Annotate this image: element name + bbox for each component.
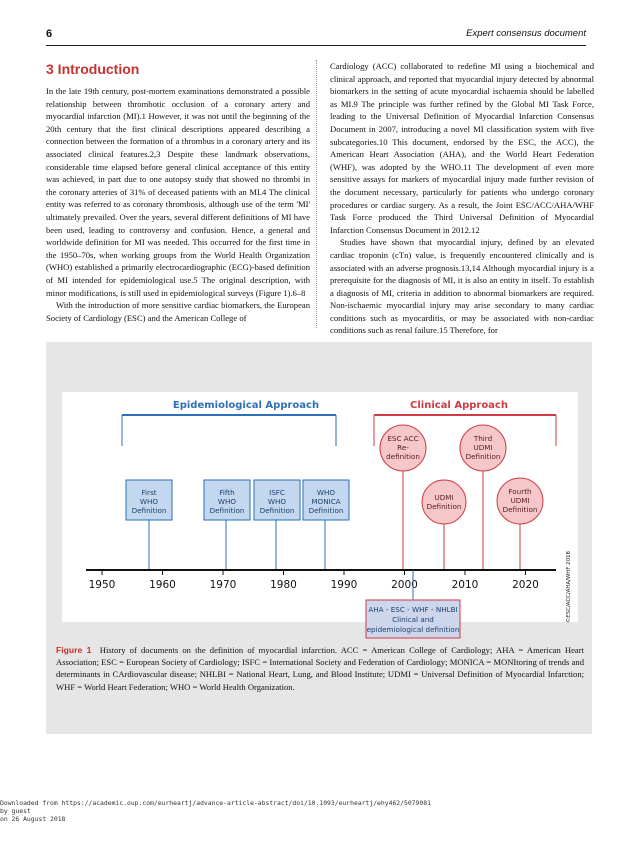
bottom-box-line: epidemiological definition <box>366 625 460 634</box>
box-line: Fifth <box>219 488 235 497</box>
circle-line: Definition <box>502 505 538 514</box>
epi-approach-label: Epidemiological Approach <box>172 400 320 411</box>
footer-line: on 26 August 2018 <box>0 815 66 823</box>
clin-approach-label: Clinical Approach <box>410 400 508 411</box>
column-divider <box>316 60 317 328</box>
caption-text: History of documents on the definition of myocardial infarction. ACC = American College of Cardiology; AHA = American Heart Association; ESC = European Society of Cardiology; ISFC = International Society and Federation of Cardiology; MONICA = MONItoring of trends and determinants in CArdiovascular disease; NHLBI = National Heart, Lung, and Blood Institute; UDMI = Universal Definition of Myocardial Infarction; WHF = World Heart Federation; WHO = World Health Organization. <box>56 645 584 692</box>
header-rule <box>46 45 586 46</box>
download-footer <box>0 799 431 823</box>
box-line: WHO <box>217 497 237 506</box>
running-title: Expert consensus document <box>466 28 586 39</box>
box-line: Definition <box>131 506 167 515</box>
paragraph: In the late 19th century, post-mortem examinations demonstrated a possible relationship between thrombotic occlusion of a coronary artery and myocardial infarction (MI).1 However, it was not until the beginning of the 20th century that the first clinical descriptions appeared describing a connection between the formation of a thrombus in a coronary artery and its associated clinical features.2,3 Despite these landmark observations, considerable time elapsed before general clinical acceptance of this entity was achieved, in part due to one autopsy study that showed no thrombi in the coronary arteries of 31% of deceased patients with an MI.4 The clinical entity was referred to as coronary thrombosis, although use of the term 'MI' ultimately prevailed. Over the years, several different definitions of MI have been used, leading to controversy and confusion. Hence, a general and worldwide definition for MI was needed. This occurred for the first time in the 1950–70s, when working groups from the World Health Organization (WHO) established a primarily electrocardiographic (ECG)-based definition of MI intended for epidemiological use.5 The original description, with minor modifications, is still used in epidemiological surveys (Figure 1).6–8 <box>46 86 310 298</box>
box-line: Definition <box>209 506 245 515</box>
year-label: 2000 <box>391 579 418 591</box>
figure-caption <box>56 644 584 693</box>
right-column <box>330 60 594 337</box>
footer-line: by guest <box>0 807 31 815</box>
caption-label: Figure 1 <box>56 645 92 655</box>
year-label: 2010 <box>451 579 479 591</box>
year-label: 2020 <box>512 579 539 591</box>
year-label: 1960 <box>149 579 176 591</box>
circle-line: UDMI <box>473 443 493 452</box>
circle-line: UDMI <box>510 496 530 505</box>
year-label: 1990 <box>330 579 358 591</box>
year-label: 1970 <box>209 579 237 591</box>
page-number: 6 <box>46 28 53 40</box>
figure-copyright: ©ESC/ACC/AHA/WHF 2018 <box>566 551 572 623</box>
circle-line: Third <box>473 434 493 443</box>
year-label: 1950 <box>88 579 116 591</box>
timeline-figure <box>46 342 592 642</box>
footer-line: Downloaded from https://academic.oup.com/eurheartj/advance-article-abstract/doi/10.1093/eurheartj/ehy462/5079081 <box>0 799 431 807</box>
paragraph: Cardiology (ACC) collaborated to redefine MI using a biochemical and clinical approach, and reported that myocardial injury detected by abnormal biomarkers in the setting of acute myocardial ischaemia should be labelled as MI.9 The principle was further refined by the Global MI Task Force, leading to the Universal Definition of Myocardial Infarction Consensus Document in 2007, introducing a novel MI classification system with five subcategories.10 This document, endorsed by the ESC, the ACC), the American Heart Association (AHA), and the World Heart Federation (WHF), was adopted by the WHO.11 The development of even more sensitive assays for markers of myocardial injury made further revision of the document necessary, particularly for patients who undergo coronary procedures or cardiac surgery. As a result, the Joint ESC/ACC/AHA/WHF Task Force produced the Third Universal Definition of Myocardial Infarction Consensus Document in 2012.12 <box>330 61 594 235</box>
circle-line: definition <box>386 452 420 461</box>
circle-line: Definition <box>465 452 501 461</box>
box-line: Definition <box>308 506 344 515</box>
paragraph: Studies have shown that myocardial injury, defined by an elevated cardiac troponin (cTn) value, is frequently encountered clinically and is associated with an adverse prognosis.13,14 Although myocardial injury is a prerequisite for the diagnosis of MI, it is also an entity in itself. To establish a diagnosis of MI, criteria in addition to abnormal biomarkers are required. Non-ischaemic myocardial injury may arise secondary to many cardiac conditions such as myocarditis, or may be associated with non-cardiac conditions such as renal failure.15 Therefore, for <box>330 237 594 336</box>
bottom-box-line: Clinical and <box>392 615 434 624</box>
circle-line: Fourth <box>508 487 532 496</box>
section-heading: 3 Introduction <box>46 61 140 77</box>
year-label: 1980 <box>270 579 297 591</box>
box-line: WHO <box>316 488 336 497</box>
left-column <box>46 60 310 324</box>
box-line: First <box>141 488 157 497</box>
box-line: MONICA <box>311 497 341 506</box>
circle-line: Definition <box>426 502 462 511</box>
box-line: Definition <box>259 506 295 515</box>
circle-line: ESC ACC <box>387 434 419 443</box>
box-line: ISFC <box>269 488 285 497</box>
circle-line: UDMI <box>434 493 454 502</box>
bottom-box-line: AHA - ESC - WHF - NHLBI <box>368 605 458 614</box>
box-line: WHO <box>267 497 287 506</box>
circle-line: Re- <box>397 443 409 452</box>
box-line: WHO <box>139 497 159 506</box>
paragraph: With the introduction of more sensitive cardiac biomarkers, the European Society of Cardiology (ESC) and the American College of <box>46 300 310 323</box>
